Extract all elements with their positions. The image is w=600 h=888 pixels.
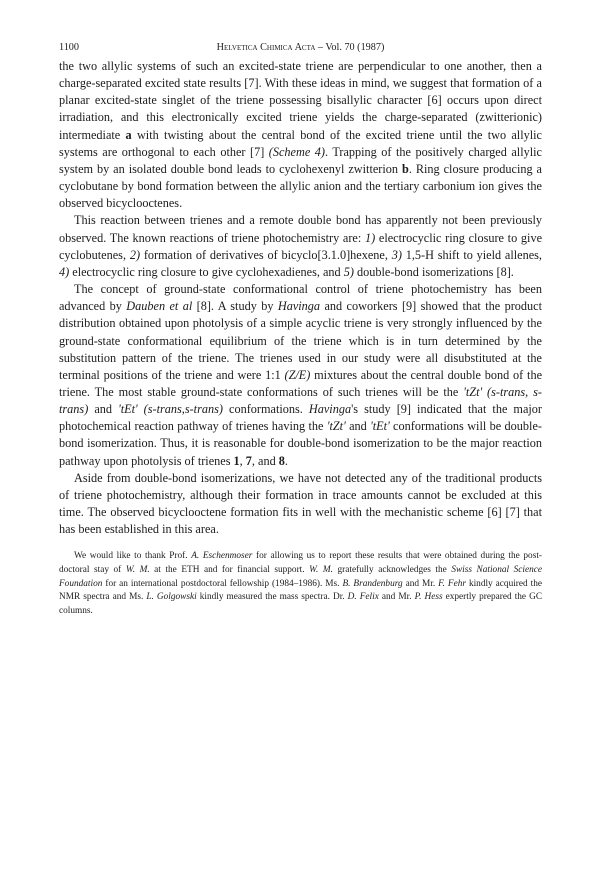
- italic-run: 1): [364, 230, 376, 245]
- italic-run: Havinga: [308, 402, 352, 417]
- italic-run: 2): [129, 247, 141, 262]
- text-run: expertly prepared the GC columns.: [59, 592, 543, 616]
- text-run: conformations.: [222, 402, 309, 417]
- text-run: double-bond isomerizations [8].: [353, 264, 514, 279]
- text-run: ,: [239, 453, 246, 468]
- journal-title: [59, 42, 542, 53]
- italic-run: A. Eschenmoser: [191, 551, 253, 562]
- text-run: the two allylic systems of such an excited-state triene are perpendicular to one another, then a charge-separated excited state results [7]. With these ideas in mind, we suggest that formation of a planar excited-state singlet of the triene possessing bisallylic character [6] occurs upon direct irradiation, and this electronically excited triene yields the charge-separated (zwitterionic) intermediate: [59, 59, 542, 142]
- text-run: [8]. A study by: [192, 299, 278, 314]
- text-run: Aside from double-bond isomerizations, we have not detected any of the traditional products of triene photochemistry, although their formation in trace amounts cannot be excluded at this time. The observed bicyclooctene formation fits in well with the mechanistic scheme [6] [7] that has been established in this area.: [59, 470, 542, 537]
- text-run: kindly acquired the NMR spectra and Ms.: [59, 578, 542, 603]
- paragraph: [59, 58, 542, 212]
- paragraph: [59, 470, 542, 539]
- journal-volume: – Vol. 70 (1987): [315, 42, 385, 53]
- italic-run: (Scheme 4): [268, 144, 325, 159]
- bold-run: a: [125, 127, 132, 142]
- text-run: for allowing us to report these results that were obtained during the post-doctoral stay of: [59, 551, 542, 575]
- text-run: . Trapping of the positively charged allylic system by an isolated double bond leads to cyclohexenyl zwitterion: [59, 144, 542, 176]
- italic-run: D. Felix: [347, 592, 379, 603]
- acknowledgment-text: [59, 550, 542, 618]
- text-run: .: [284, 453, 288, 468]
- text-run: and Mr.: [402, 578, 439, 589]
- text-run: for an international postdoctoral fellowship (1984–1986). Ms.: [102, 578, 343, 589]
- italic-run: 5): [343, 264, 354, 279]
- italic-run: P. Hess: [414, 592, 443, 603]
- italic-run: W. M.: [125, 564, 150, 575]
- italic-run: Dauben et al: [126, 299, 193, 314]
- italic-run: 4): [59, 264, 70, 279]
- text-run: gratefully acknowledges the: [332, 564, 452, 575]
- italic-run: 'tZt': [326, 419, 346, 434]
- page-number: 1100: [59, 42, 79, 53]
- italic-run: (Z/E): [284, 367, 311, 382]
- text-run: 1,5-H shift to yield allenes,: [401, 247, 542, 262]
- text-run: and: [88, 402, 119, 417]
- text-run: We would like to thank Prof.: [74, 551, 192, 562]
- article-body: [59, 58, 542, 538]
- journal-name: Helvetica Chimica Acta: [216, 42, 316, 53]
- italic-run: W. M.: [309, 564, 333, 575]
- text-run: The concept of ground-state conformational control of triene photochemistry has been advanced by: [59, 282, 542, 314]
- italic-run: Havinga: [277, 299, 321, 314]
- italic-run: B. Brandenburg: [342, 578, 403, 589]
- text-run: 's study [9] indicated that the major photochemical reaction pathway of trienes having the: [59, 402, 543, 434]
- bold-run: 1: [233, 453, 240, 468]
- italic-run: 'tEt' (s-trans,s-trans): [118, 402, 223, 417]
- journal-page: [59, 42, 542, 618]
- text-run: electrocyclic ring closure to give cyclohexadienes, and: [69, 264, 344, 279]
- text-run: mixtures about the central double bond of the triene. The most stable ground-state conformations of such trienes will be the: [59, 367, 543, 399]
- text-run: formation of derivatives of bicyclo[3.1.0]hexene,: [140, 247, 392, 262]
- text-run: and: [345, 419, 371, 434]
- bold-run: b: [401, 161, 409, 176]
- text-run: , and: [251, 453, 279, 468]
- italic-run: Swiss National Science Foundation: [59, 564, 542, 589]
- italic-run: F. Fehr: [438, 578, 466, 589]
- text-run: conformations will be double-bond isomerization. Thus, it is reasonable for double-bond isomerization to be the major reaction pathway upon photolysis of trienes: [59, 419, 542, 468]
- text-run: . Ring closure producing a cyclobutane by bond formation between the allylic anion and the tertiary carbonium ion gives the observed bicyclooctenes.: [59, 161, 542, 211]
- italic-run: 3): [391, 247, 402, 262]
- paragraph: [59, 212, 542, 281]
- bold-run: 8: [278, 453, 285, 468]
- text-run: with twisting about the central bond of the excited triene until the two allylic systems are orthogonal to each other [7]: [59, 127, 542, 159]
- text-run: kindly measured the mass spectra. Dr.: [196, 592, 348, 603]
- running-header: [59, 42, 542, 58]
- text-run: and coworkers [9] showed that the product distribution obtained upon photolysis of a simple acyclic triene is very strongly influenced by the ground-state conformational equilibrium of the triene which is in turn determined by the substitution pattern of the triene. The trienes used in our study were all disubstituted at the terminal positions of the triene and were 1:1: [59, 299, 543, 382]
- text-run: at the ETH and for financial support.: [149, 564, 310, 575]
- paragraph: [59, 281, 542, 470]
- bold-run: 7: [245, 453, 252, 468]
- italic-run: 'tZt' (s-trans, s-trans): [59, 384, 542, 417]
- italic-run: 'tEt': [370, 419, 390, 434]
- text-run: electrocyclic ring closure to give cyclobutenes,: [59, 230, 543, 262]
- text-run: and Mr.: [378, 592, 415, 603]
- text-run: This reaction between trienes and a remote double bond has apparently not been previously observed. The known reactions of triene photochemistry are:: [59, 213, 542, 245]
- italic-run: L. Golgowski: [146, 592, 197, 603]
- acknowledgment: [59, 550, 542, 618]
